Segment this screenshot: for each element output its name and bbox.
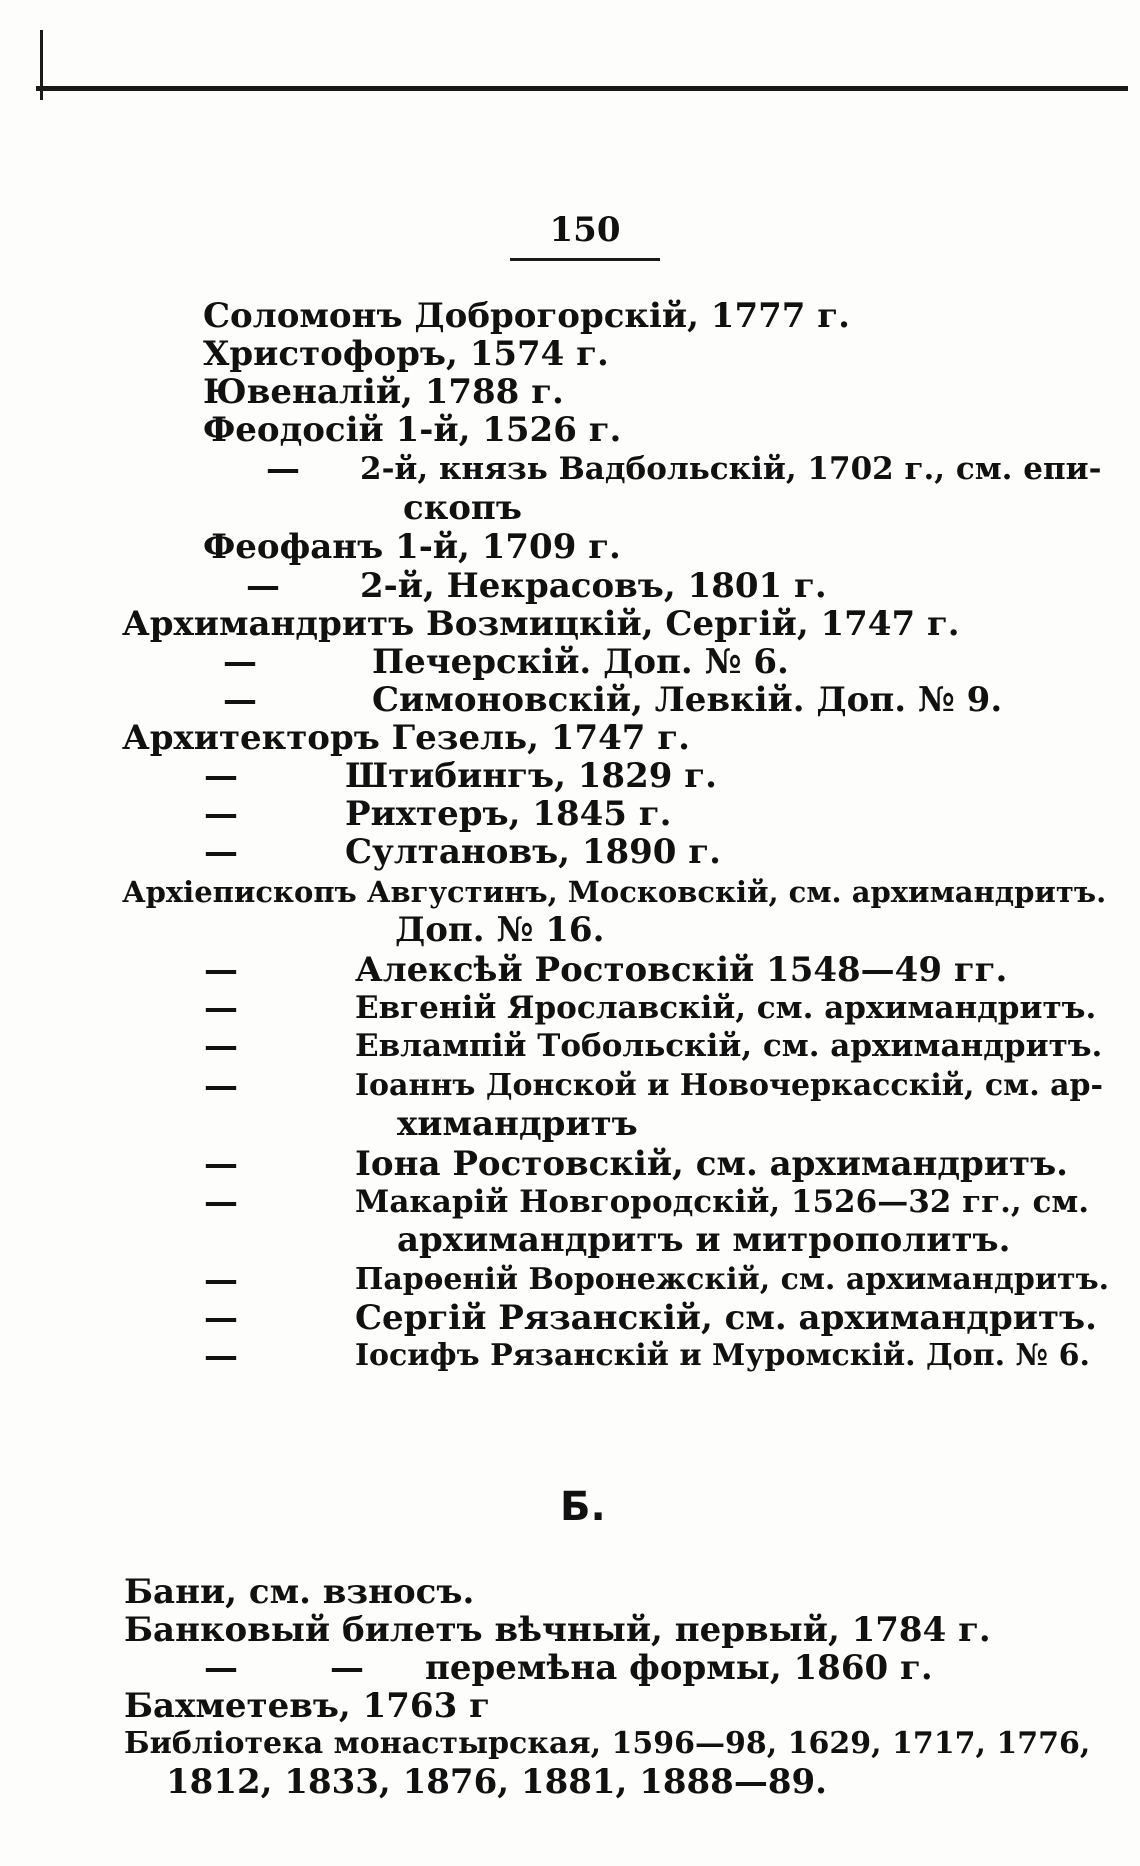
entry-line: Феофанъ 1-й, 1709 г. bbox=[203, 527, 621, 567]
entry-line: архимандритъ и митрополитъ. bbox=[397, 1220, 1011, 1260]
entry-line: Соломонъ Доброгорскій, 1777 г. bbox=[203, 296, 850, 336]
top-rule bbox=[36, 86, 1128, 91]
entry-line: Алексѣй Ростовскій 1548—49 гг. bbox=[355, 950, 1008, 990]
ditto-dash: — bbox=[204, 794, 238, 834]
entry-line: Христофоръ, 1574 г. bbox=[203, 334, 609, 374]
ditto-dash: — bbox=[204, 1336, 238, 1376]
entry-line: Евгеній Ярославскій, см. архимандритъ. bbox=[355, 990, 1097, 1026]
entry-line: Іоаннъ Донской и Новочеркасскій, см. ар- bbox=[355, 1068, 1103, 1103]
entry-line: перемѣна формы, 1860 г. bbox=[425, 1648, 933, 1688]
entry-line: Макарій Новгородскій, 1526—32 гг., см. bbox=[355, 1184, 1090, 1220]
entry-line: Сергій Рязанскій, см. архимандритъ. bbox=[355, 1298, 1097, 1338]
ditto-dash: — bbox=[266, 449, 300, 489]
entry-line: Доп. № 16. bbox=[395, 910, 605, 950]
entry-line: Парѳеній Воронежскій, см. архимандритъ. bbox=[355, 1262, 1110, 1297]
ditto-dash: — bbox=[204, 950, 238, 990]
entry-line: Библіотека монастырская, 1596—98, 1629, 1717, 1776, bbox=[124, 1726, 1091, 1761]
entry-line: Феодосій 1-й, 1526 г. bbox=[203, 410, 622, 450]
entry-line: Бахметевъ, 1763 г bbox=[124, 1686, 490, 1726]
entry-line: Архитекторъ Гезель, 1747 г. bbox=[122, 718, 690, 758]
entry-line: химандритъ bbox=[397, 1104, 638, 1144]
entry-line: 2-й, Некрасовъ, 1801 г. bbox=[360, 566, 827, 606]
ditto-dash: — bbox=[223, 642, 257, 682]
ditto-dash: — bbox=[204, 1298, 238, 1338]
entry-line: Евлампій Тобольскій, см. архимандритъ. bbox=[355, 1028, 1103, 1064]
entry-line: Штибингъ, 1829 г. bbox=[345, 756, 717, 796]
entry-line: Симоновскій, Левкій. Доп. № 9. bbox=[372, 680, 1003, 720]
entry-line: Банковый билетъ вѣчный, первый, 1784 г. bbox=[124, 1610, 991, 1650]
page-number: 150 bbox=[549, 210, 621, 250]
entry-line: Печерскій. Доп. № 6. bbox=[372, 642, 789, 682]
ditto-dash: — bbox=[204, 1648, 238, 1688]
ditto-dash: — bbox=[204, 1182, 238, 1222]
entry-line: Іона Ростовскій, см. архимандритъ. bbox=[355, 1144, 1069, 1184]
ditto-dash: — bbox=[204, 1144, 238, 1184]
entry-line: 2-й, князь Вадбольскій, 1702 г., см. епи- bbox=[360, 451, 1102, 487]
entry-line: скопъ bbox=[403, 488, 522, 528]
section-letter: Б. bbox=[560, 1484, 606, 1530]
ditto-dash: — bbox=[330, 1648, 364, 1688]
ditto-dash: — bbox=[204, 756, 238, 796]
entry-line: Архимандритъ Возмицкій, Сергій, 1747 г. bbox=[122, 604, 960, 644]
entry-line: 1812, 1833, 1876, 1881, 1888—89. bbox=[166, 1762, 827, 1802]
entry-line: Архіепископъ Августинъ, Московскій, см. архимандритъ. bbox=[122, 875, 1107, 909]
ditto-dash: — bbox=[223, 680, 257, 720]
entry-line: Бани, см. взносъ. bbox=[124, 1572, 475, 1612]
entry-line: Султановъ, 1890 г. bbox=[345, 832, 721, 872]
entry-line: Ювеналій, 1788 г. bbox=[203, 372, 564, 412]
ditto-dash: — bbox=[246, 566, 280, 606]
ditto-dash: — bbox=[204, 988, 238, 1028]
entry-line: Рихтеръ, 1845 г. bbox=[345, 794, 672, 834]
entry-line: Іосифъ Рязанскій и Муромскій. Доп. № 6. bbox=[355, 1338, 1090, 1373]
ditto-dash: — bbox=[204, 1066, 238, 1106]
ditto-dash: — bbox=[204, 832, 238, 872]
ditto-dash: — bbox=[204, 1260, 238, 1300]
page-number-rule bbox=[510, 258, 660, 261]
ditto-dash: — bbox=[204, 1026, 238, 1066]
